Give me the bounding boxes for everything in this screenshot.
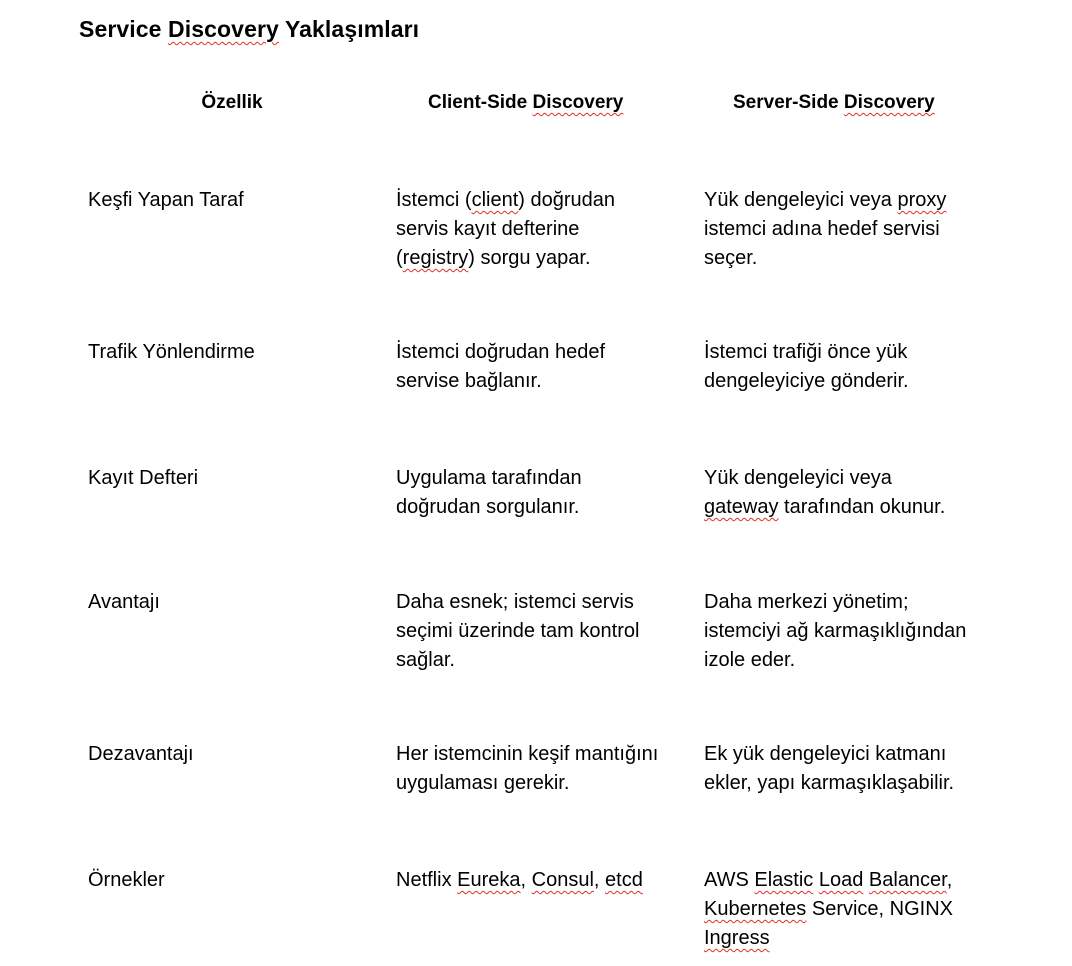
- text-segment: seçimi üzerinde tam kontrol: [396, 620, 640, 642]
- cell-text-line: [396, 338, 605, 367]
- cell-text-line: [704, 367, 909, 396]
- text-segment: doğrudan sorgulanır.: [396, 496, 580, 518]
- text-segment: Yaklaşımları: [278, 16, 420, 42]
- spellcheck-flagged-word: etcd: [605, 869, 643, 891]
- header-feature: Özellik: [201, 92, 263, 113]
- cell-text-line: [396, 769, 658, 798]
- text-segment: istemciyi ağ karmaşıklığından: [704, 620, 967, 642]
- text-segment: ,: [593, 869, 606, 891]
- spellcheck-flagged-word: Ingress: [704, 927, 770, 949]
- cell-text-line: [704, 866, 953, 895]
- cell-text-line: [704, 588, 966, 617]
- row-server-value: [704, 186, 946, 273]
- text-segment: ) doğrudan: [518, 189, 616, 211]
- cell-text-line: [704, 215, 946, 244]
- row-client-value: [396, 464, 582, 522]
- text-segment: Yük dengeleyici veya: [704, 189, 898, 211]
- row-feature: Kayıt Defteri: [88, 467, 199, 489]
- row-client-value: [396, 740, 658, 798]
- row-server-value: [704, 866, 953, 953]
- text-segment: Daha esnek; istemci servis: [396, 591, 634, 613]
- cell-text-line: [704, 244, 946, 273]
- text-segment: istemci adına hedef servisi: [704, 218, 940, 240]
- cell-text-line: [704, 186, 946, 215]
- header-server-side: [733, 92, 935, 114]
- text-segment: (: [396, 247, 403, 269]
- cell-text-line: [396, 740, 658, 769]
- cell-text-line: [396, 617, 639, 646]
- text-segment: Service: [79, 16, 169, 42]
- row-feature: Trafik Yönlendirme: [88, 341, 255, 363]
- spellcheck-flagged-word: Elastic: [754, 869, 814, 891]
- header-client-side: [428, 92, 623, 114]
- text-segment: Service, NGINX: [806, 898, 953, 920]
- text-segment: uygulaması gerekir.: [396, 772, 570, 794]
- text-segment: Client-Side: [428, 92, 533, 113]
- text-segment: Yük dengeleyici veya: [704, 467, 892, 489]
- cell-text-line: [396, 866, 643, 895]
- cell-text-line: [704, 924, 953, 953]
- spellcheck-flagged-word: Balancer: [868, 869, 947, 891]
- row-feature: Keşfi Yapan Taraf: [88, 189, 244, 211]
- cell-text-line: [704, 769, 954, 798]
- row-server-value: [704, 740, 954, 798]
- spellcheck-flagged-word: Consul: [531, 869, 594, 891]
- text-segment: izole eder.: [704, 649, 796, 671]
- text-segment: Daha merkezi yönetim;: [704, 591, 909, 613]
- text-segment: ) sorgu yapar.: [468, 247, 591, 269]
- spellcheck-flagged-word: Eureka: [457, 869, 521, 891]
- cell-text-line: [396, 464, 582, 493]
- text-segment: AWS: [704, 869, 755, 891]
- text-segment: Netflix: [396, 869, 458, 891]
- row-feature: Örnekler: [88, 869, 165, 891]
- cell-text-line: [704, 740, 954, 769]
- text-segment: ,: [520, 869, 532, 891]
- row-server-value: [704, 464, 945, 522]
- spellcheck-flagged-word: Discovery: [168, 16, 279, 42]
- text-segment: tarafından okunur.: [778, 496, 946, 518]
- row-feature: Dezavantajı: [88, 743, 194, 765]
- cell-text-line: [396, 588, 639, 617]
- cell-text-line: [704, 617, 966, 646]
- text-segment: sağlar.: [396, 649, 455, 671]
- text-segment: ekler, yapı karmaşıklaşabilir.: [704, 772, 955, 794]
- spellcheck-flagged-word: Discovery: [532, 92, 624, 113]
- spellcheck-flagged-word: registry: [402, 247, 469, 269]
- cell-text-line: [396, 186, 615, 215]
- spellcheck-flagged-word: Kubernetes: [704, 898, 807, 920]
- spellcheck-flagged-word: gateway: [704, 496, 779, 518]
- text-segment: ,: [946, 869, 953, 891]
- row-server-value: [704, 588, 966, 675]
- text-segment: Uygulama tarafından: [396, 467, 582, 489]
- cell-text-line: [396, 215, 615, 244]
- cell-text-line: [704, 895, 953, 924]
- spellcheck-flagged-word: client: [471, 189, 519, 211]
- cell-text-line: [396, 646, 639, 675]
- cell-text-line: [704, 646, 966, 675]
- text-segment: İstemci trafiği önce yük: [704, 341, 908, 363]
- row-client-value: [396, 338, 605, 396]
- spellcheck-flagged-word: Load: [818, 869, 864, 891]
- spellcheck-flagged-word: proxy: [897, 189, 947, 211]
- spellcheck-flagged-word: Discovery: [843, 92, 935, 113]
- row-server-value: [704, 338, 909, 396]
- text-segment: İstemci (: [396, 189, 472, 211]
- text-segment: İstemci doğrudan hedef: [396, 341, 606, 363]
- text-segment: Ek yük dengeleyici katmanı: [704, 743, 947, 765]
- text-segment: seçer.: [704, 247, 758, 269]
- text-segment: Her istemcinin keşif mantığını: [396, 743, 659, 765]
- row-feature: Avantajı: [88, 591, 160, 613]
- document-title: [79, 16, 419, 43]
- text-segment: servis kayıt defterine: [396, 218, 580, 240]
- text-segment: servise bağlanır.: [396, 370, 542, 392]
- row-client-value: [396, 588, 639, 675]
- cell-text-line: [396, 493, 582, 522]
- row-client-value: [396, 866, 643, 895]
- cell-text-line: [396, 367, 605, 396]
- text-segment: dengeleyiciye gönderir.: [704, 370, 909, 392]
- text-segment: Server-Side: [733, 92, 844, 113]
- row-client-value: [396, 186, 615, 273]
- cell-text-line: [704, 464, 945, 493]
- cell-text-line: [704, 493, 945, 522]
- cell-text-line: [704, 338, 909, 367]
- cell-text-line: [396, 244, 615, 273]
